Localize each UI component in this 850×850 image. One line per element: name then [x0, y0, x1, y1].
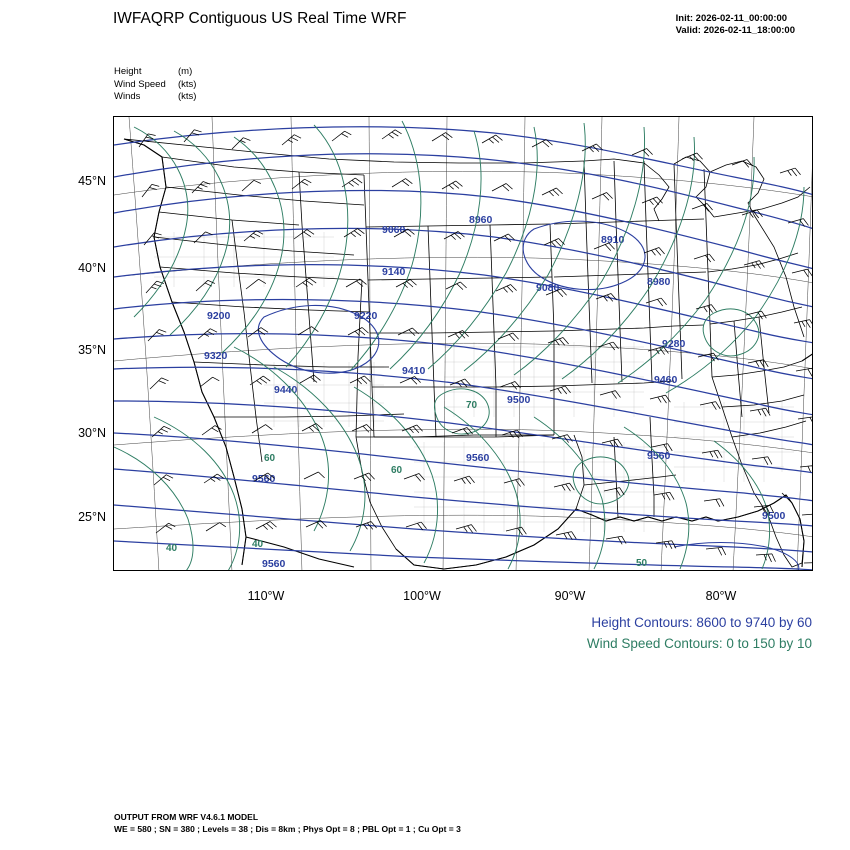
svg-text:60: 60: [391, 465, 403, 476]
svg-text:9560: 9560: [262, 558, 286, 570]
svg-text:9080: 9080: [536, 282, 560, 294]
svg-text:9560: 9560: [466, 452, 490, 464]
svg-text:50: 50: [636, 558, 648, 569]
svg-text:8960: 8960: [469, 214, 493, 226]
variable-row: [114, 79, 196, 92]
lon-tick-label: 100°W: [403, 589, 441, 603]
svg-text:40: 40: [252, 539, 264, 550]
variable-row: [114, 66, 196, 79]
page-title: IWFAQRP Contiguous US Real Time WRF: [113, 10, 407, 27]
svg-text:9460: 9460: [654, 374, 678, 386]
svg-text:9220: 9220: [354, 310, 378, 322]
svg-text:9560: 9560: [252, 473, 276, 485]
lat-tick-label: 40°N: [78, 261, 106, 275]
svg-text:70: 70: [466, 400, 478, 411]
variable-units: (m): [178, 66, 193, 77]
height-contour-legend: Height Contours: 8600 to 9740 by 60: [591, 615, 812, 630]
valid-time: Valid: 2026-02-11_18:00:00: [675, 25, 795, 36]
svg-text:8910: 8910: [601, 234, 625, 246]
svg-text:9560: 9560: [647, 450, 671, 462]
map-plot-area[interactable]: [113, 116, 813, 571]
height-contours: [114, 127, 813, 571]
svg-text:9280: 9280: [662, 338, 686, 350]
svg-text:9500: 9500: [507, 394, 531, 406]
svg-text:8980: 8980: [647, 276, 671, 288]
init-valid-block: [676, 13, 795, 37]
lon-tick-label: 90°W: [554, 589, 586, 603]
svg-text:9410: 9410: [402, 365, 426, 377]
county-lines: [154, 232, 794, 532]
lon-tick-label: 110°W: [247, 589, 285, 603]
variable-name: Height: [114, 66, 142, 77]
model-footer: [114, 812, 461, 835]
svg-text:9320: 9320: [204, 350, 228, 362]
footer-line-1: OUTPUT FROM WRF V4.6.1 MODEL: [114, 812, 259, 822]
svg-text:40: 40: [166, 543, 178, 554]
init-time: Init: 2026-02-11_00:00:00: [675, 13, 788, 24]
svg-text:60: 60: [264, 453, 276, 464]
svg-text:9140: 9140: [382, 266, 406, 278]
variable-list: [114, 66, 196, 104]
variable-row: [114, 91, 196, 104]
variable-units: (kts): [178, 91, 197, 102]
svg-text:9200: 9200: [207, 310, 231, 322]
variable-name: Winds: [114, 91, 141, 102]
lat-tick-label: 30°N: [78, 426, 106, 440]
windspeed-contour-legend: Wind Speed Contours: 0 to 150 by 10: [586, 636, 812, 651]
contour-legend: [587, 612, 812, 654]
lat-tick-label: 45°N: [78, 174, 106, 188]
variable-name: Wind Speed: [114, 78, 166, 90]
svg-text:9440: 9440: [274, 384, 298, 396]
lat-tick-label: 25°N: [78, 510, 106, 524]
variable-units: (kts): [178, 78, 197, 90]
footer-line-2: WE = 580 ; SN = 380 ; Levels = 38 ; Dis = 8km ; Phys Opt = 8 ; PBL Opt = 1 ; Cu Opt = 3: [114, 823, 461, 834]
lat-tick-label: 35°N: [78, 343, 106, 357]
map-canvas: [114, 117, 813, 571]
svg-text:9500: 9500: [762, 510, 786, 522]
lon-tick-label: 80°W: [705, 589, 737, 603]
svg-text:9060: 9060: [382, 224, 406, 236]
